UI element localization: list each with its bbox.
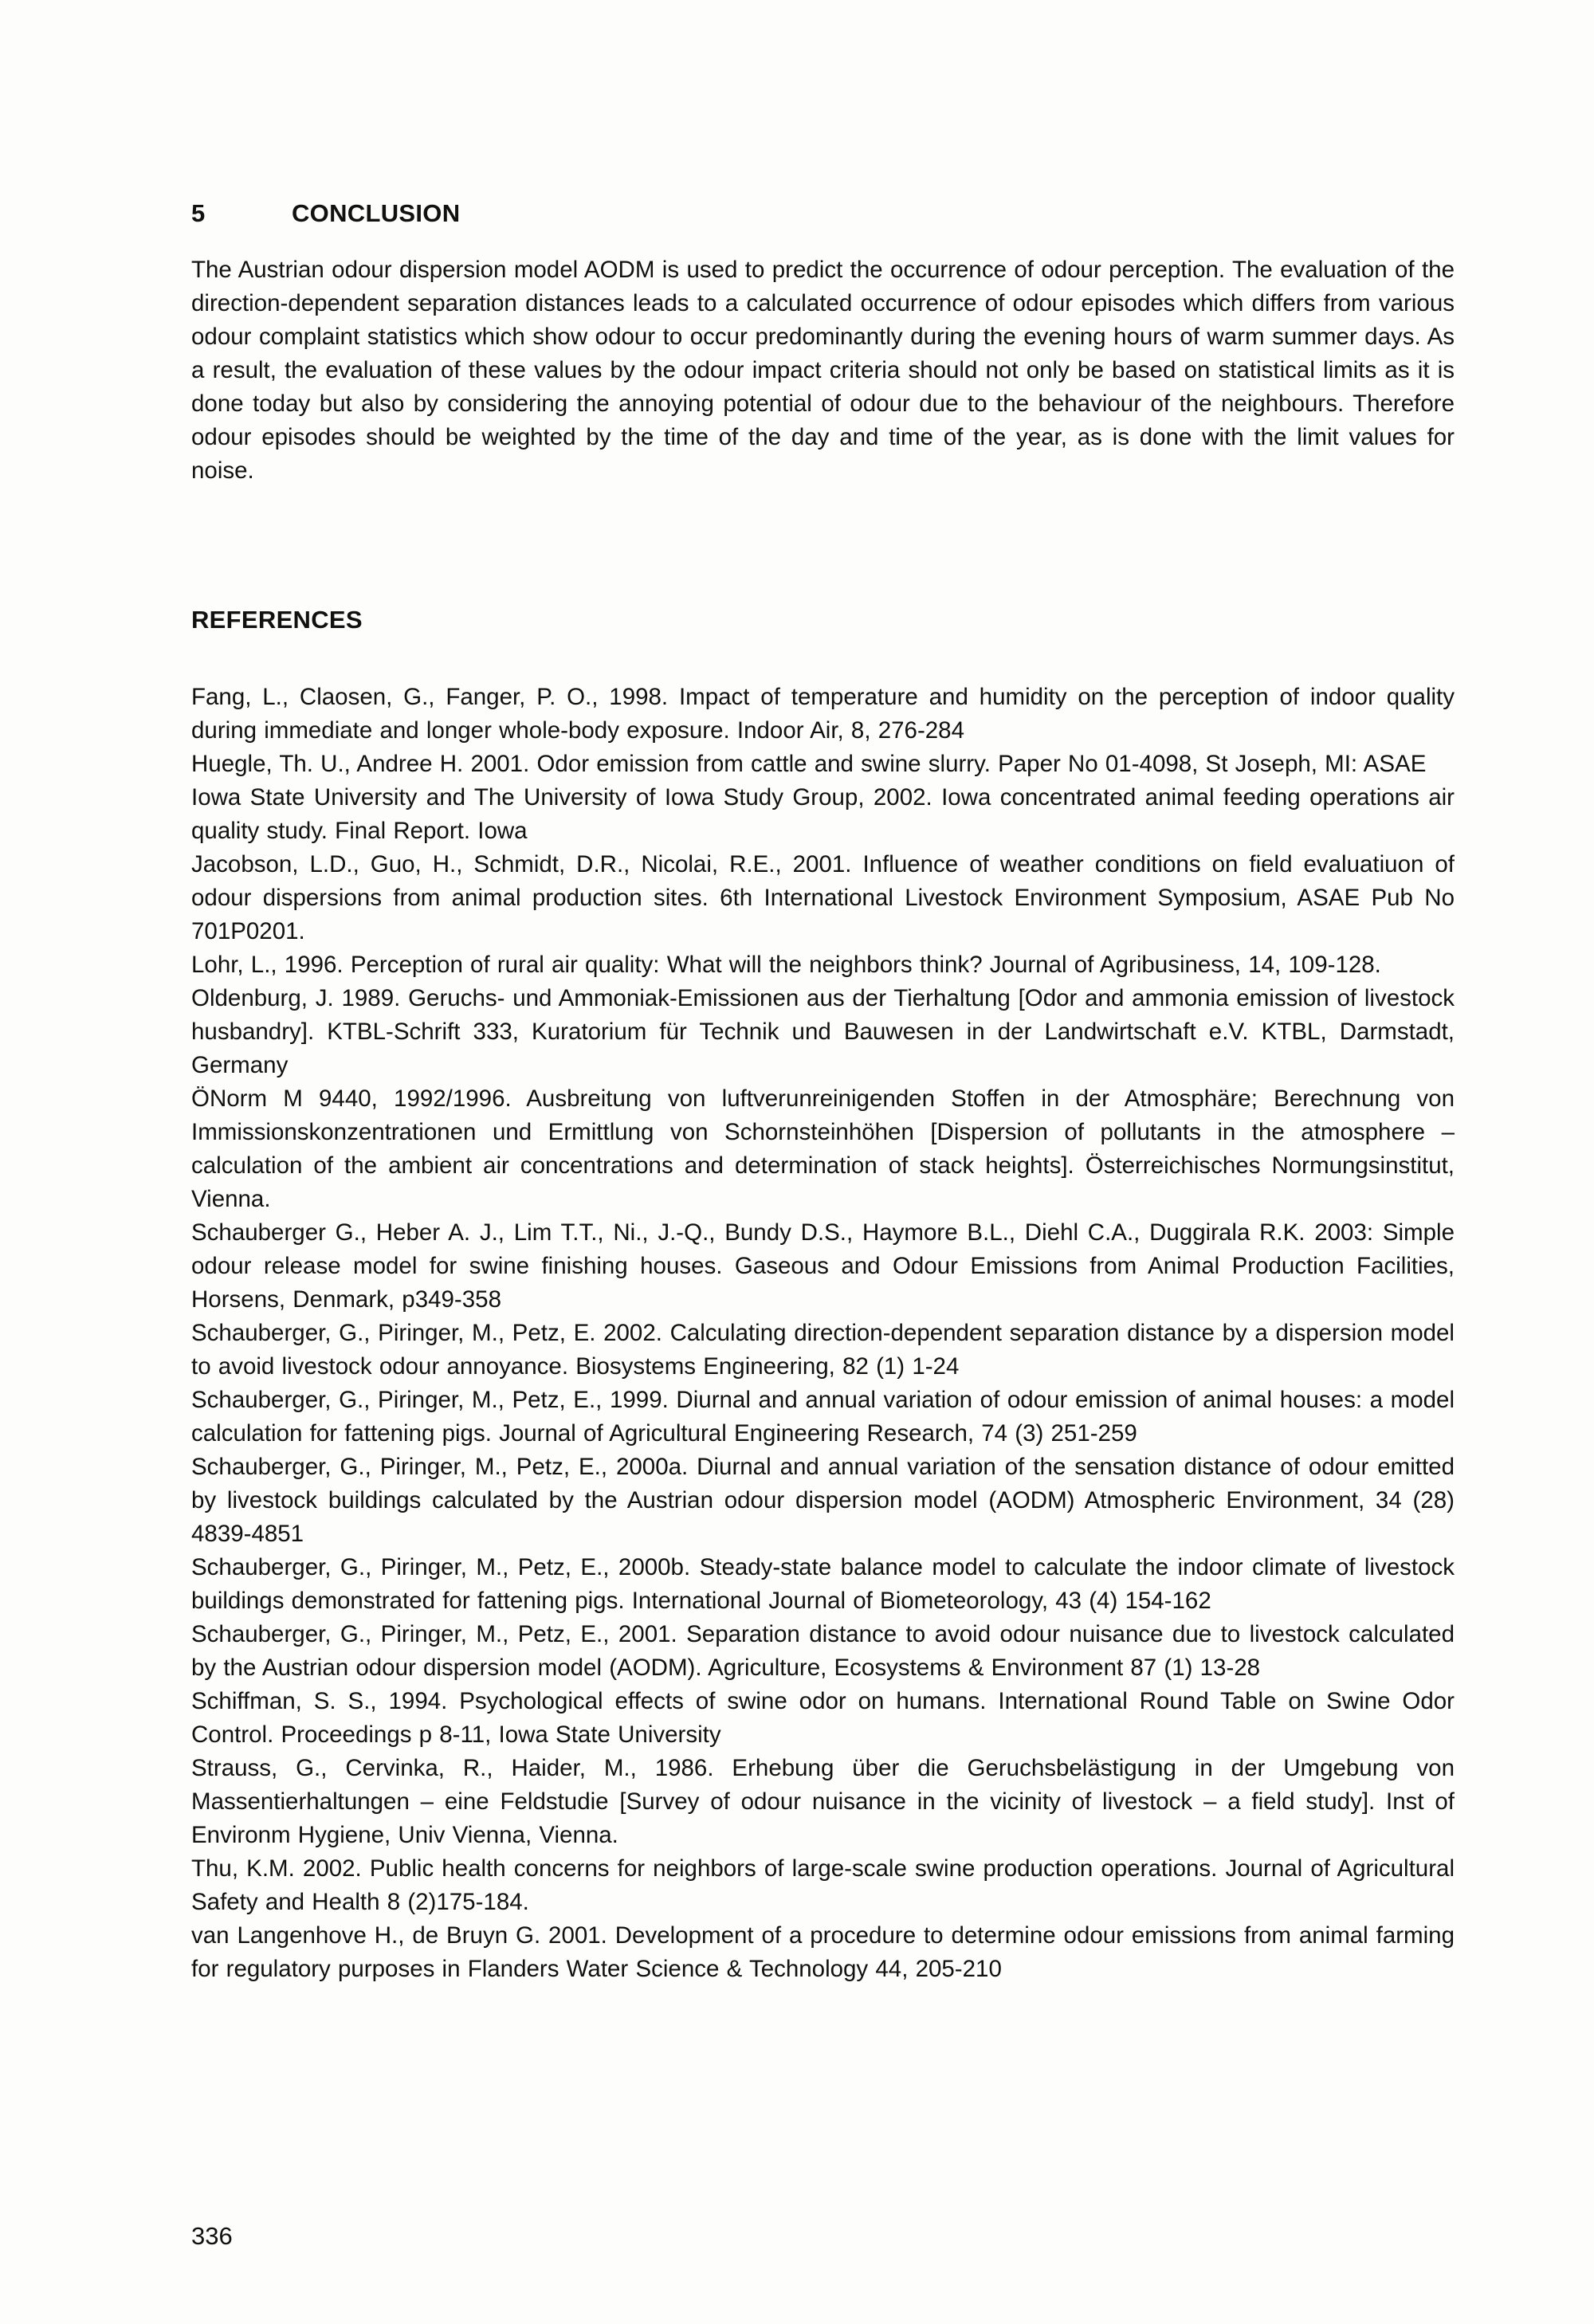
reference-item: Schauberger, G., Piringer, M., Petz, E. 2002. Calculating direction-dependent separation distance by a dispersion model to avoid livestock odour annoyance. Biosystems Engineering, 82 (1) 1-24 <box>191 1320 1455 1380</box>
reference-item: Iowa State University and The University of Iowa Study Group, 2002. Iowa concentrated animal feeding operations air quality study. Final Report. Iowa <box>191 784 1455 844</box>
reference-item: Fang, L., Claosen, G., Fanger, P. O., 1998. Impact of temperature and humidity on the perception of indoor quality during immediate and longer whole-body exposure. Indoor Air, 8, 276-284 <box>191 684 1455 744</box>
conclusion-heading <box>191 199 1455 228</box>
reference-item: Schauberger, G., Piringer, M., Petz, E., 2000a. Diurnal and annual variation of the sensation distance of odour emitted by livestock buildings calculated by the Austrian odour dispersion model (AODM) Atmospheric Environment, 34 (28) 4839-4851 <box>191 1454 1455 1547</box>
reference-item: Schauberger, G., Piringer, M., Petz, E., 1999. Diurnal and annual variation of odour emission of animal houses: a model calculation for fattening pigs. Journal of Agricultural Engineering Research, 74 (3) 251-259 <box>191 1387 1455 1447</box>
page-number: 336 <box>191 2222 233 2250</box>
reference-item: Schauberger G., Heber A. J., Lim T.T., Ni., J.-Q., Bundy D.S., Haymore B.L., Diehl C.A., Duggirala R.K. 2003: Simple odour release model for swine finishing houses. Gaseous and Odour Emissions from Animal Production Facilities, Horsens, Denmark, p349-358 <box>191 1219 1455 1313</box>
page-content <box>191 199 1455 1986</box>
section-number: 5 <box>191 199 206 227</box>
reference-item: Oldenburg, J. 1989. Geruchs- und Ammoniak-Emissionen aus der Tierhaltung [Odor and ammonia emission of livestock husbandry]. KTBL-Schrift 333, Kuratorium für Technik und Bauwesen in der Landwirtschaft e.V. KTBL, Darmstadt, Germany <box>191 985 1455 1078</box>
reference-item: Lohr, L., 1996. Perception of rural air quality: What will the neighbors think? Journal of Agribusiness, 14, 109-128. <box>191 952 1381 978</box>
reference-item: Schiffman, S. S., 1994. Psychological effects of swine odor on humans. International Round Table on Swine Odor Control. Proceedings p 8-11, Iowa State University <box>191 1688 1455 1748</box>
reference-item: Schauberger, G., Piringer, M., Petz, E., 2000b. Steady-state balance model to calculate the indoor climate of livestock buildings demonstrated for fattening pigs. International Journal of Biometeorology, 43 (4) 154-162 <box>191 1554 1455 1614</box>
references-list <box>191 681 1455 1986</box>
conclusion-paragraph: The Austrian odour dispersion model AODM is used to predict the occurrence of odour perception. The evaluation of the direction-dependent separation distances leads to a calculated occurrence of odour episodes which differs from various odour complaint statistics which show odour to occur predominantly during the evening hours of warm summer days. As a result, the evaluation of these values by the odour impact criteria should not only be based on statistical limits as it is done today but also by considering the annoying potential of odour due to the behaviour of the neighbours. Therefore odour episodes should be weighted by the time of the day and time of the year, as is done with the limit values for noise. <box>191 257 1455 484</box>
reference-item: ÖNorm M 9440, 1992/1996. Ausbreitung von luftverunreinigenden Stoffen in der Atmosphäre; Berechnung von Immissionskonzentrationen und Ermittlung von Schornsteinhöhen [Dispersion of pollutants in the atmosphere – calculation of the ambient air concentrations and determination of stack heights]. Österreichisches Normungsinstitut, Vienna. <box>191 1085 1455 1212</box>
reference-item: van Langenhove H., de Bruyn G. 2001. Development of a procedure to determine odour emissions from animal farming for regulatory purposes in Flanders Water Science & Technology 44, 205-210 <box>191 1922 1455 1982</box>
reference-item: Schauberger, G., Piringer, M., Petz, E., 2001. Separation distance to avoid odour nuisance due to livestock calculated by the Austrian odour dispersion model (AODM). Agriculture, Ecosystems & Environment 87 (1) 13-28 <box>191 1621 1455 1681</box>
reference-item: Strauss, G., Cervinka, R., Haider, M., 1986. Erhebung über die Geruchsbelästigung in der Umgebung von Massentierhaltungen – eine Feldstudie [Survey of odour nuisance in the vicinity of livestock – a field study]. Inst of Environm Hygiene, Univ Vienna, Vienna. <box>191 1755 1455 1848</box>
reference-item: Thu, K.M. 2002. Public health concerns for neighbors of large-scale swine production operations. Journal of Agricultural Safety and Health 8 (2)175-184. <box>191 1855 1455 1915</box>
section-title: CONCLUSION <box>292 199 461 227</box>
reference-item: Huegle, Th. U., Andree H. 2001. Odor emission from cattle and swine slurry. Paper No 01-4098, St Joseph, MI: ASAE <box>191 751 1427 777</box>
reference-item: Jacobson, L.D., Guo, H., Schmidt, D.R., Nicolai, R.E., 2001. Influence of weather conditions on field evaluatiuon of odour dispersions from animal production sites. 6th International Livestock Environment Symposium, ASAE Pub No 701P0201. <box>191 851 1455 944</box>
references-heading: REFERENCES <box>191 606 363 634</box>
